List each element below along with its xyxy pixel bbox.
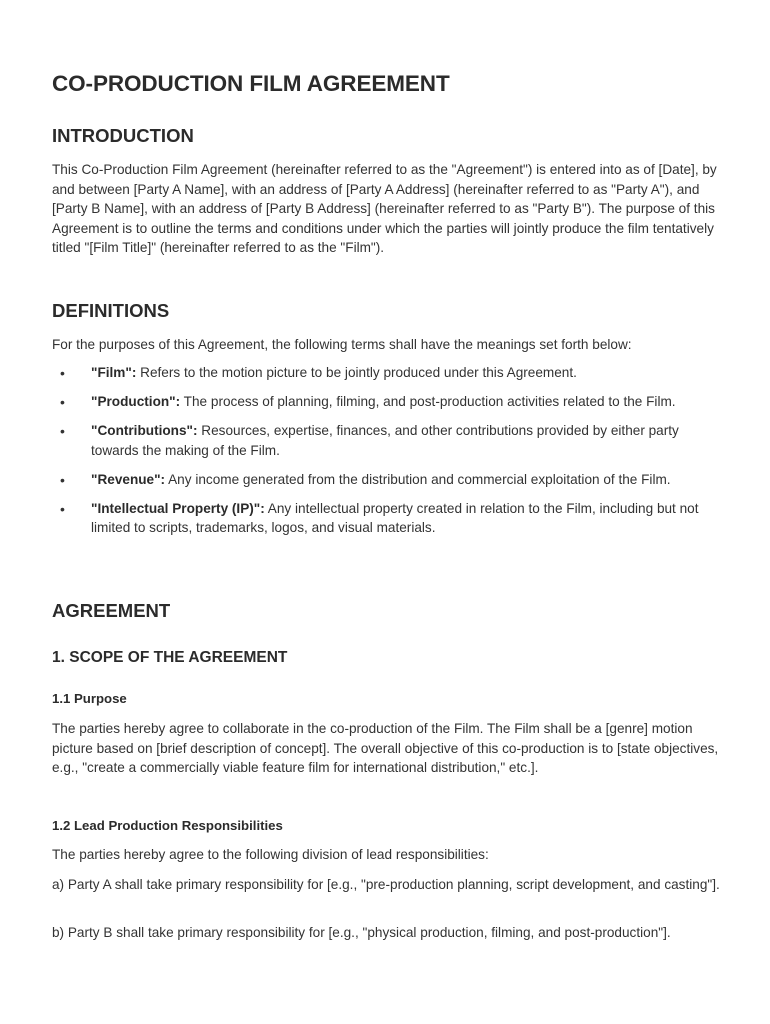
definition-item [52,470,724,490]
bullet-icon: • [60,471,65,488]
bullet-icon: • [60,500,65,517]
definition-term: "Production": [91,394,181,409]
section-1-2-item-b: b) Party B shall take primary responsibility for [e.g., "physical production, filming, and post-production"]. [52,925,671,940]
agreement-heading: AGREEMENT [52,600,171,621]
section-1-2-heading: 1.2 Lead Production Responsibilities [52,818,283,833]
section-1-2-item-a: a) Party A shall take primary responsibility for [e.g., "pre-production planning, script development, and casting"]. [52,877,720,892]
document-title: CO-PRODUCTION FILM AGREEMENT [52,71,450,96]
definition-term: "Intellectual Property (IP)": [91,500,265,516]
definition-item [52,363,724,383]
definition-term: "Film": [91,365,137,380]
bullet-icon: • [60,365,65,381]
definition-item [52,421,724,460]
bullet-icon: • [60,423,65,439]
definition-term: "Revenue": [91,471,166,487]
definitions-intro: For the purposes of this Agreement, the following terms shall have the meanings set forth below: [52,337,632,352]
definition-term: "Contributions": [91,423,198,438]
section-1-2-intro: The parties hereby agree to the following division of lead responsibilities: [52,847,489,862]
section-1-1-heading: 1.1 Purpose [52,691,127,706]
definition-text: The process of planning, filming, and post-production activities related to the Film. [180,394,676,409]
definitions-heading: DEFINITIONS [52,300,170,321]
definition-text: Any income generated from the distribution and commercial exploitation of the Film. [165,471,671,487]
introduction-paragraph: This Co-Production Film Agreement (hereinafter referred to as the "Agreement") is entered into as of [Date], by and between [Party A Name], with an address of [Party A Address] (hereinafter referred to as "Party A"), and [Party B Name], with an address of [Party B Address] (hereinafter referred to as "Party B"). The purpose of this Agreement is to outline the terms and conditions under which the parties will jointly produce the film tentatively titled "[Film Title]" (hereinafter referred to as the "Film"). [52,162,717,255]
definition-item [52,392,724,412]
introduction-heading: INTRODUCTION [52,125,194,146]
definitions-list [52,363,724,547]
definition-text: Refers to the motion picture to be jointly produced under this Agreement. [136,365,577,380]
section-1-heading: 1. SCOPE OF THE AGREEMENT [52,649,288,666]
bullet-icon: • [60,394,65,410]
definition-text: Resources, expertise, finances, and other contributions provided by either party towards the making of the Film. [91,423,679,458]
definition-text: Any intellectual property created in relation to the Film, including but not limited to scripts, trademarks, logos, and visual materials. [91,500,699,535]
definition-item [52,499,724,538]
section-1-1-paragraph: The parties hereby agree to collaborate in the co-production of the Film. The Film shall be a [genre] motion picture based on [brief description of concept]. The overall objective of this co-production is to [state objectives, e.g., "create a commercially viable feature film for international distribution," etc.]. [52,721,719,775]
